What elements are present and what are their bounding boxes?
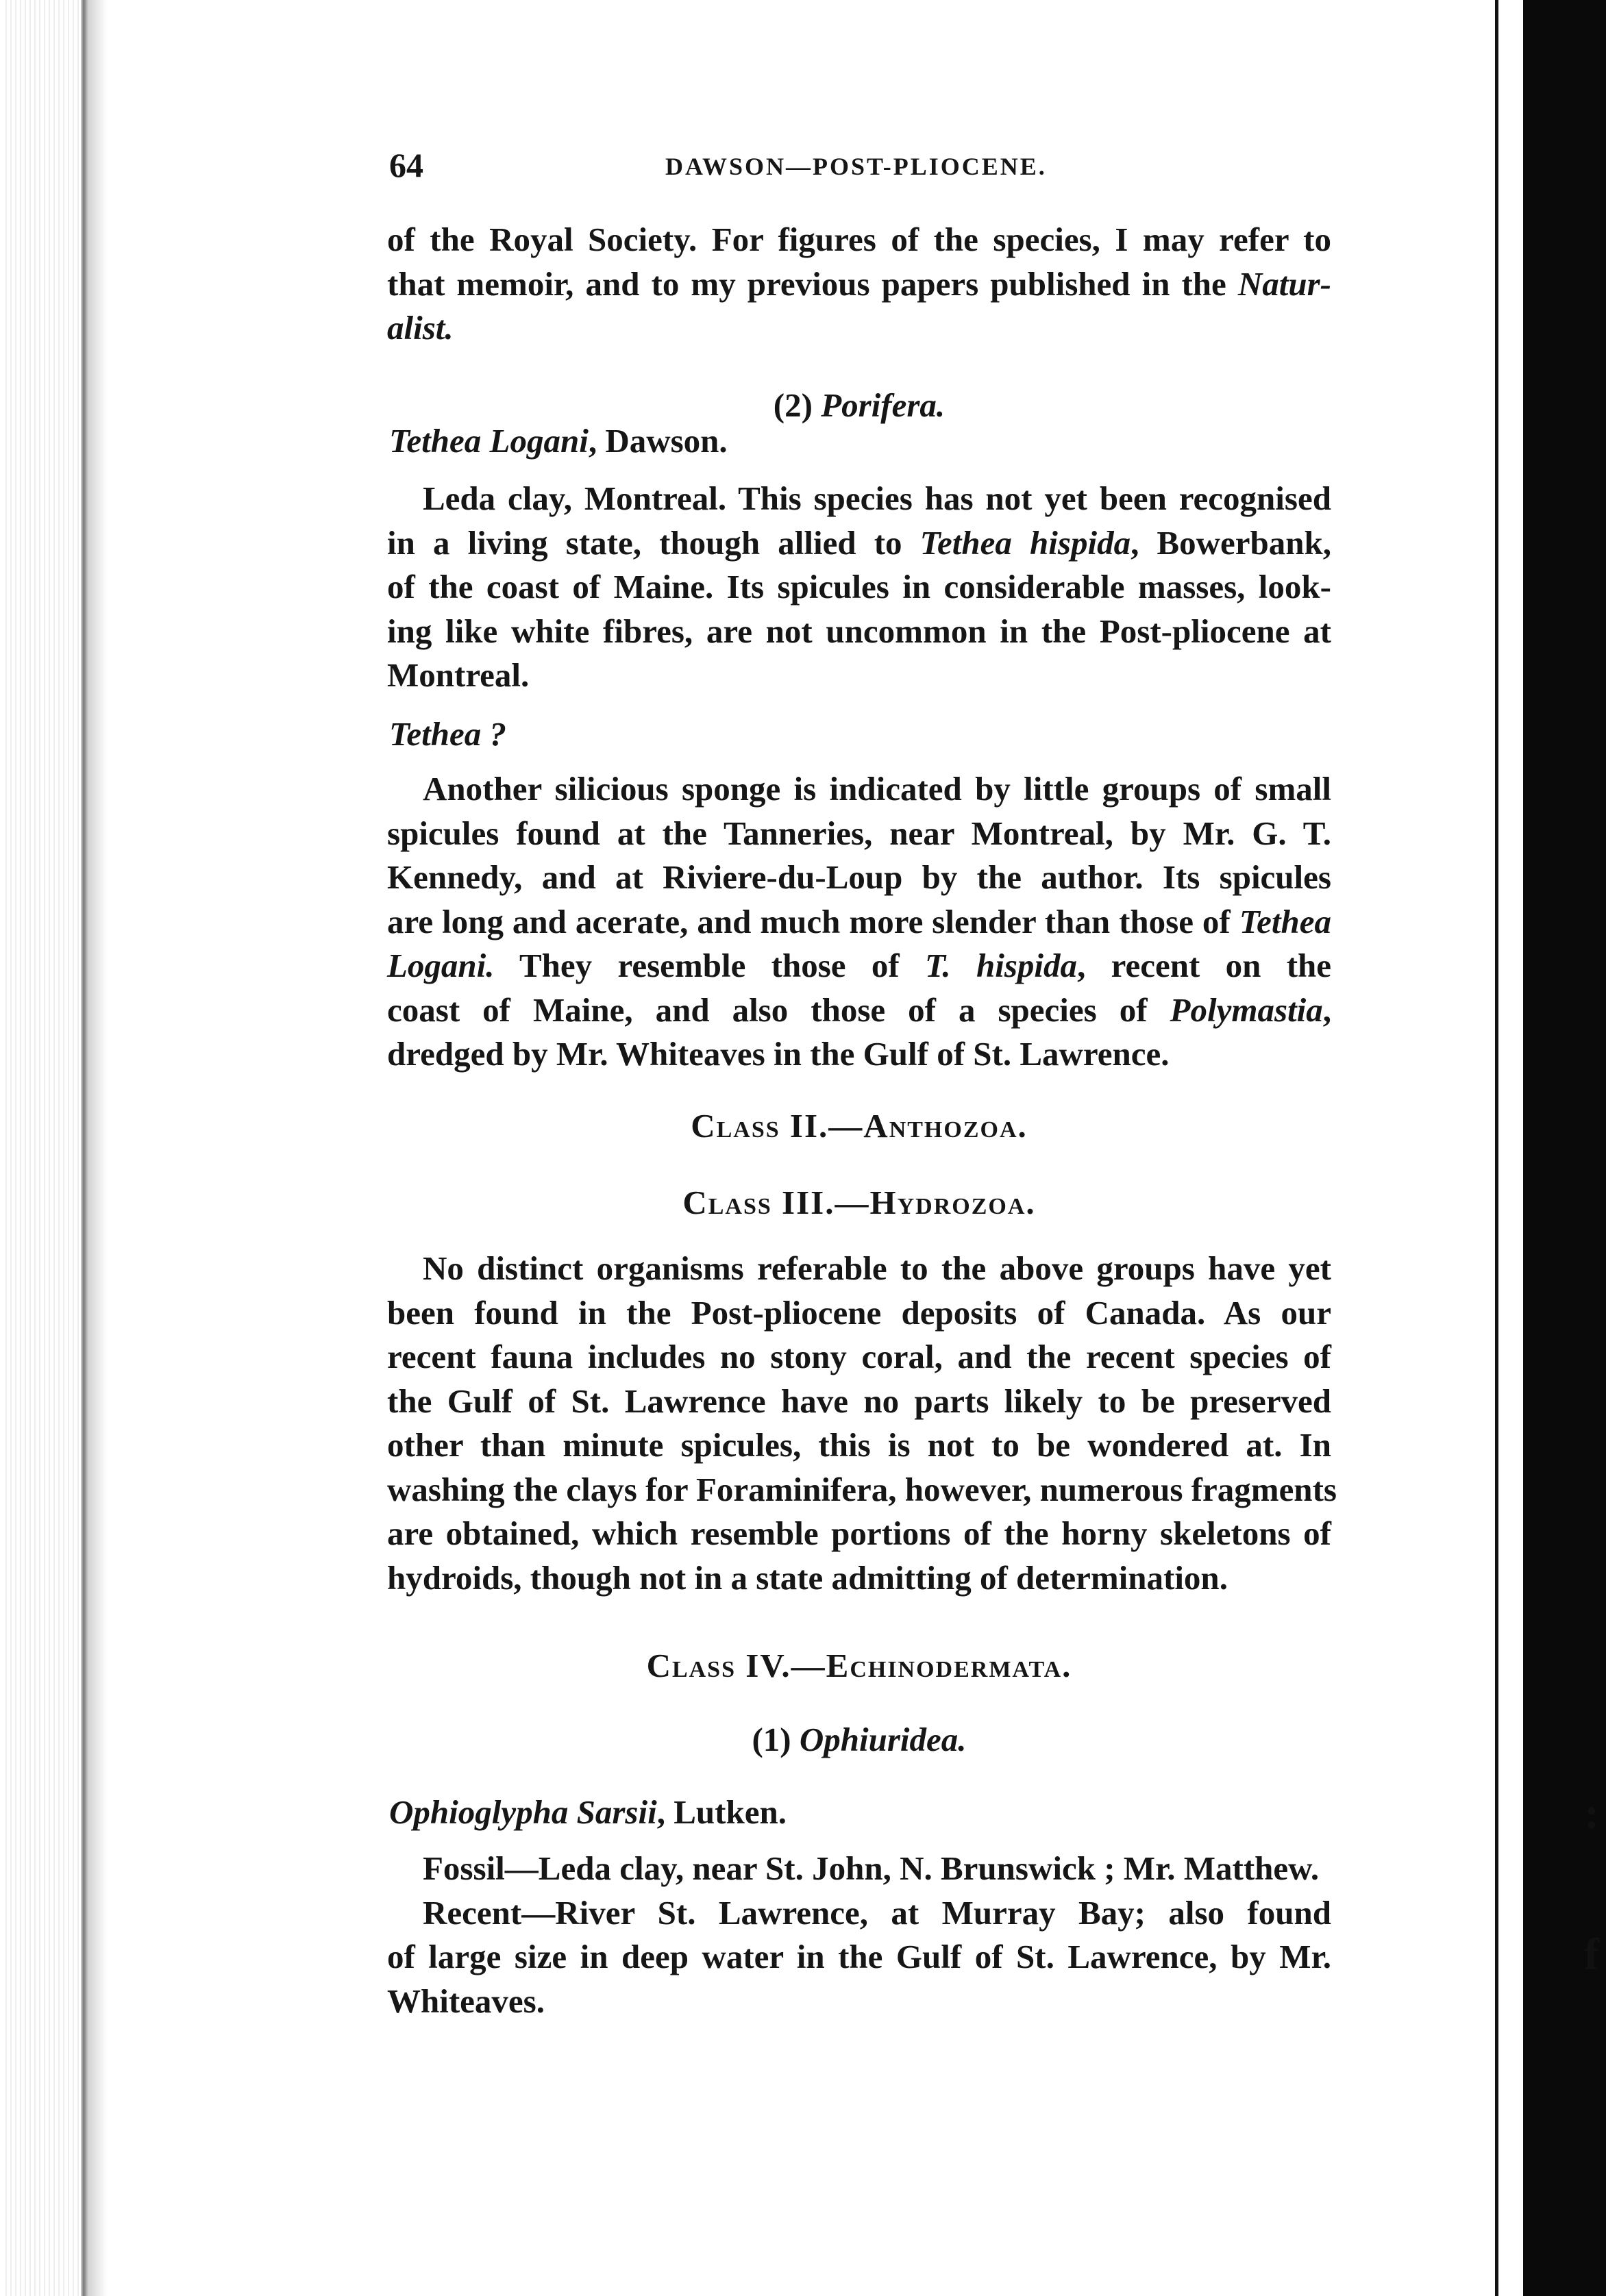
adjacent-page-glyph-top: : xyxy=(1584,1788,1599,1838)
text-line: Whiteaves. xyxy=(387,1982,545,2020)
text-line: the Gulf of St. Lawrence have no parts likely to be preserved xyxy=(387,1382,1331,1420)
paragraph-ophioglypha xyxy=(387,1847,1331,2023)
running-head: DAWSON—POST-PLIOCENE. xyxy=(665,153,1047,180)
species-heading-ophioglypha-sarsii: Ophioglypha Sarsii, Lutken. xyxy=(389,1793,787,1831)
page-number: 64 xyxy=(389,146,423,184)
book-page-edge xyxy=(5,0,88,2296)
class-heading-echinodermata: Class IV.—Echinodermata. xyxy=(646,1647,1072,1684)
adjacent-page-glyph-bottom: f xyxy=(1584,1930,1599,1980)
paragraph-tethea-logani xyxy=(387,477,1331,698)
text-line: washing the clays for Foraminifera, however, numerous fragments xyxy=(387,1470,1337,1508)
text-line: Recent—River St. Lawrence, at Murray Bay; also found xyxy=(423,1893,1331,1932)
intro-line: of the Royal Society. For figures of the species, I may refer to xyxy=(387,221,1331,258)
class-heading-anthozoa: Class II.—Anthozoa. xyxy=(691,1107,1028,1145)
text-line: are obtained, which resemble portions of the horny skeletons of xyxy=(387,1514,1331,1552)
text-line: dredged by Mr. Whiteaves in the Gulf of St. Lawrence. xyxy=(387,1035,1170,1073)
class-heading-hydrozoa: Class III.—Hydrozoa. xyxy=(682,1184,1036,1221)
text-line: ing like white fibres, are not uncommon in the Post-pliocene at xyxy=(387,612,1331,650)
species-heading-tethea: Tethea ? xyxy=(389,715,507,753)
paragraph-tethea xyxy=(387,767,1331,1077)
text-line: recent fauna includes no stony coral, and the recent species of xyxy=(387,1338,1331,1375)
species-heading-tethea-logani: Tethea Logani, Dawson. xyxy=(389,422,728,460)
text-line: spicules found at the Tanneries, near Montreal, by Mr. G. T. xyxy=(387,814,1331,852)
text-line: of the coast of Maine. Its spicules in considerable masses, look- xyxy=(387,568,1331,606)
text-line: of large size in deep water in the Gulf of St. Lawrence, by Mr. xyxy=(387,1938,1331,1975)
intro-paragraph xyxy=(387,218,1331,351)
section-heading-ophiuridea: (1) Ophiuridea. xyxy=(752,1721,967,1758)
intro-line: alist. xyxy=(387,309,454,347)
text-line: other than minute spicules, this is not to be wondered at. In xyxy=(387,1426,1331,1464)
adjacent-page-strip xyxy=(1495,0,1523,2296)
text-line: hydroids, though not in a state admitting of determination. xyxy=(387,1558,1228,1597)
paragraph-hydrozoa xyxy=(387,1247,1337,1600)
text-line: in a living state, though allied to Tethea hispida, Bowerbank, xyxy=(387,523,1332,562)
text-line: are long and acerate, and much more slender than those of Tethea xyxy=(387,902,1331,940)
text-line: coast of Maine, and also those of a species of Polymastia, xyxy=(387,990,1331,1029)
text-line: Leda clay, Montreal. This species has not yet been recognised xyxy=(423,479,1331,517)
section-heading-porifera: (2) Porifera. xyxy=(773,386,946,424)
book-gutter-shadow xyxy=(88,0,107,2296)
intro-line: that memoir, and to my previous papers published in the Natur- xyxy=(387,264,1331,303)
text-line: Fossil—Leda clay, near St. John, N. Brunswick ; Mr. Matthew. xyxy=(423,1849,1320,1887)
book-gutter-line xyxy=(81,0,88,2296)
text-line: No distinct organisms referable to the above groups have yet xyxy=(423,1249,1331,1287)
text-line: Kennedy, and at Riviere-du-Loup by the author. Its spicules xyxy=(387,858,1331,896)
text-line: Logani. They resemble those of T. hispida, recent on the xyxy=(387,947,1332,984)
text-line: Another silicious sponge is indicated by little groups of small xyxy=(423,770,1331,808)
text-line: Montreal. xyxy=(387,656,530,694)
text-line: been found in the Post-pliocene deposits of Canada. As our xyxy=(387,1293,1331,1332)
